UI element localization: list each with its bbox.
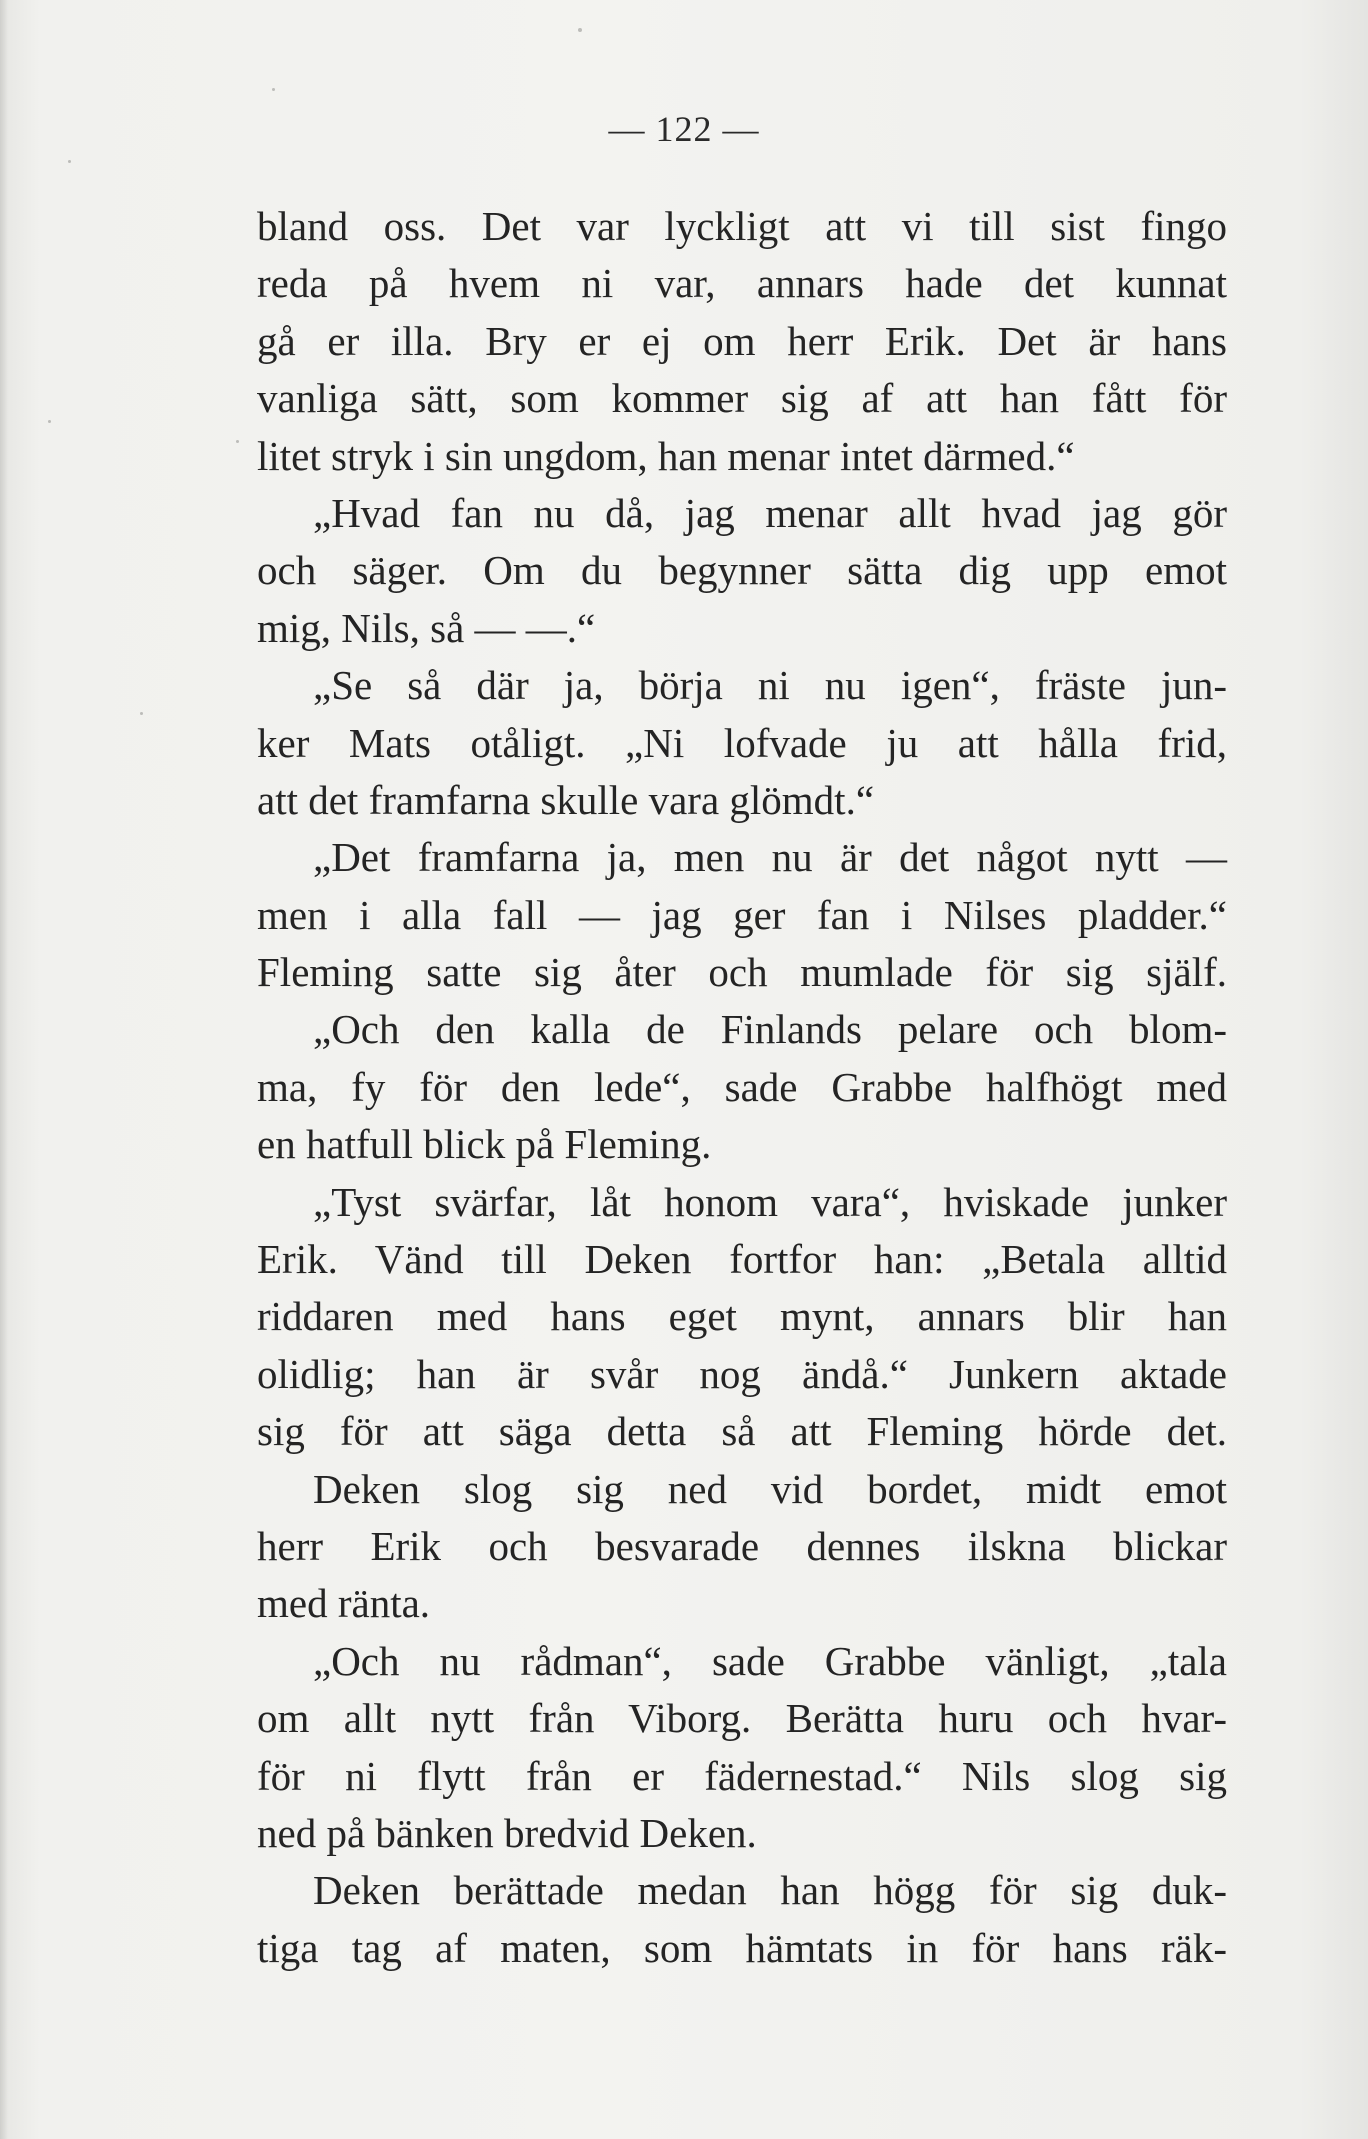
paper-speck bbox=[140, 712, 143, 715]
text-line: reda på hvem ni var, annars hade det kunnat bbox=[257, 260, 1227, 307]
page-number: — 122 — bbox=[608, 109, 760, 149]
paper-speck bbox=[68, 160, 71, 163]
text-line: för ni flytt från er fädernestad.“ Nils slog sig bbox=[257, 1752, 1227, 1799]
text-line: „Och nu rådman“, sade Grabbe vänligt, „tala bbox=[313, 1637, 1227, 1684]
text-line: bland oss. Det var lyckligt att vi till sist fingo bbox=[257, 203, 1227, 249]
text-line: Deken slog sig ned vid bordet, midt emot bbox=[313, 1465, 1227, 1512]
text-line: „Hvad fan nu då, jag menar allt hvad jag gör bbox=[313, 489, 1227, 536]
text-line: vanliga sätt, som kommer sig af att han fått för bbox=[257, 375, 1227, 422]
text-line: om allt nytt från Viborg. Berätta huru och hvar- bbox=[257, 1695, 1227, 1742]
text-line: tiga tag af maten, som hämtats in för hans räk- bbox=[257, 1924, 1227, 1971]
text-line: ker Mats otåligt. „Ni lofvade ju att hålla frid, bbox=[257, 719, 1227, 766]
text-line: att det framfarna skulle vara glömdt.“ bbox=[257, 776, 875, 823]
text-line: „Och den kalla de Finlands pelare och blom- bbox=[313, 1006, 1227, 1053]
paper-speck bbox=[48, 420, 51, 423]
text-line: Deken berättade medan han högg för sig duk- bbox=[313, 1867, 1227, 1914]
text-line: en hatfull blick på Fleming. bbox=[257, 1121, 712, 1168]
text-line: med ränta. bbox=[257, 1580, 431, 1627]
page-edge-shadow bbox=[0, 0, 8, 2139]
text-line: „Se så där ja, börja ni nu igen“, fräste jun- bbox=[313, 662, 1227, 709]
paper-speck bbox=[272, 88, 275, 91]
text-line: ned på bänken bredvid Deken. bbox=[257, 1809, 757, 1856]
text-line: men i alla fall — jag ger fan i Nilses pladder.“ bbox=[257, 891, 1227, 938]
text-line: mig, Nils, så — —.“ bbox=[257, 604, 596, 651]
text-line: och säger. Om du begynner sätta dig upp emot bbox=[257, 547, 1227, 594]
text-line: Fleming satte sig åter och mumlade för sig själf. bbox=[257, 949, 1227, 996]
text-line: herr Erik och besvarade dennes ilskna blickar bbox=[257, 1522, 1227, 1569]
text-line: litet stryk i sin ungdom, han menar intet därmed.“ bbox=[257, 432, 1075, 479]
text-line: „Tyst svärfar, låt honom vara“, hviskade junker bbox=[313, 1178, 1227, 1225]
body-text bbox=[257, 198, 1227, 1977]
text-line: „Det framfarna ja, men nu är det något nytt — bbox=[313, 834, 1227, 881]
text-line: gå er illa. Bry er ej om herr Erik. Det är hans bbox=[257, 317, 1227, 364]
text-line: riddaren med hans eget mynt, annars blir han bbox=[257, 1293, 1227, 1340]
paper-speck bbox=[236, 440, 239, 443]
text-line: ma, fy för den lede“, sade Grabbe halfhögt med bbox=[257, 1063, 1227, 1110]
text-line: sig för att säga detta så att Fleming hörde det. bbox=[257, 1408, 1227, 1455]
paper-speck bbox=[578, 28, 582, 32]
text-line: Erik. Vänd till Deken fortfor han: „Betala alltid bbox=[257, 1236, 1227, 1283]
text-line: olidlig; han är svår nog ändå.“ Junkern aktade bbox=[257, 1350, 1227, 1397]
